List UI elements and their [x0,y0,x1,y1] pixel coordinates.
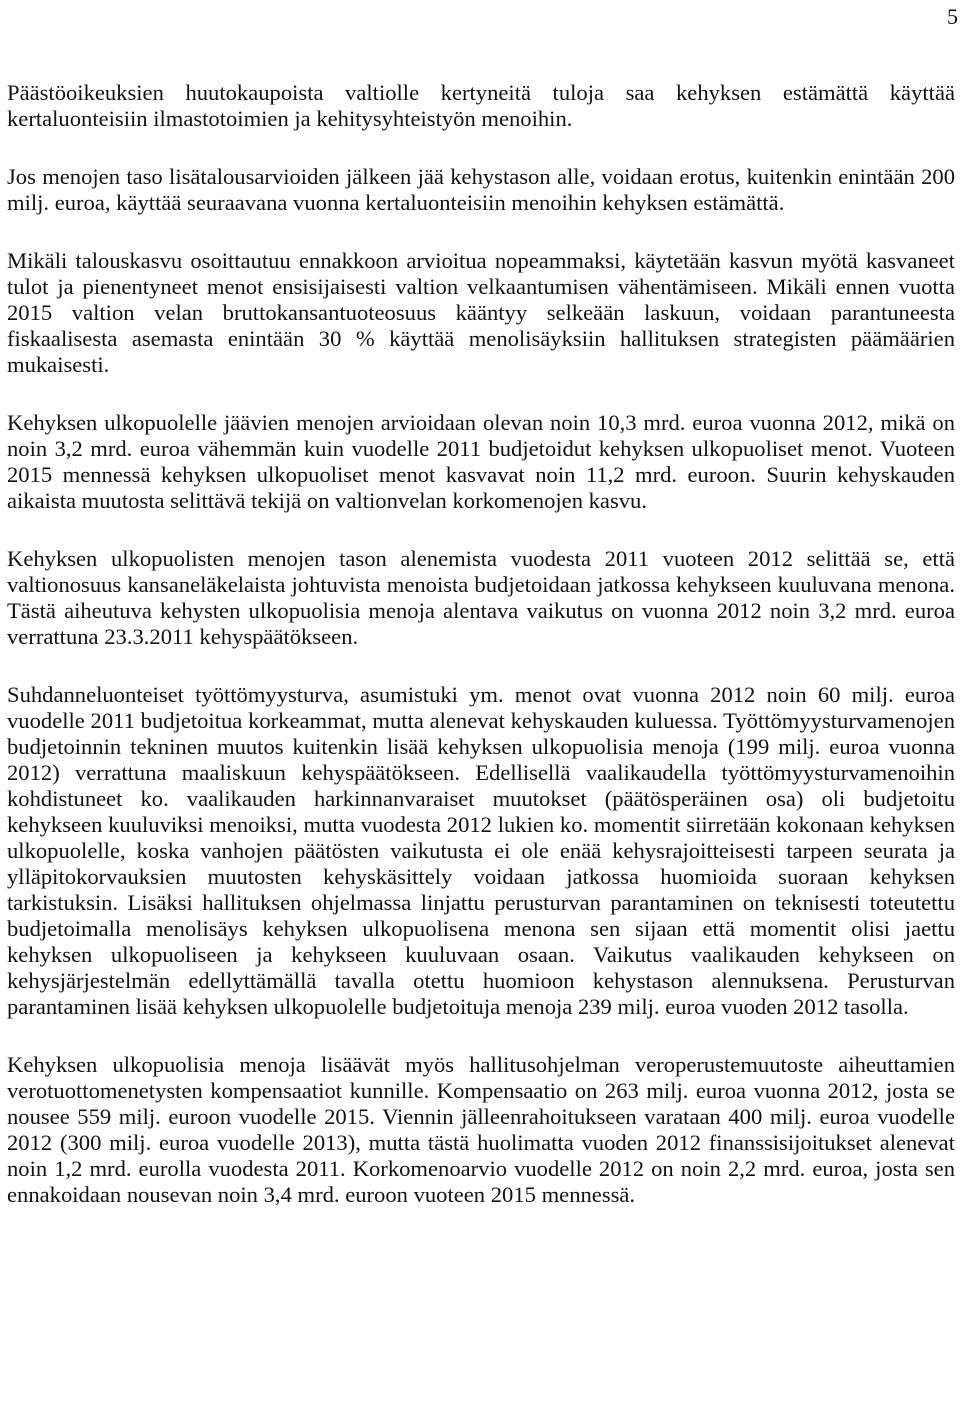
paragraph-tax-compensation: Kehyksen ulkopuolisia menoja lisäävät myös hallitusohjelman veroperustemuutoste aiheuttamien verotuottomenetysten kompensaatiot kunnille. Kompensaatio on 263 milj. euroa vuonna 2012, josta se nousee 559 milj. euroon vuodelle 2015. Viennin jälleenrahoitukseen varataan 400 milj. euroa vuodelle 2012 (300 milj. euroa vuodelle 2013), mutta tästä huolimatta vuoden 2012 finanssisijoitukset alenevat noin 1,2 mrd. eurolla vuodesta 2011. Korkomenoarvio vuodelle 2012 on noin 2,2 mrd. euroa, josta sen ennakoidaan nousevan noin 3,4 mrd. euroon vuoteen 2015 mennessä. [7,1052,955,1207]
paragraph-emission-auction-revenue: Päästöoikeuksien huutokaupoista valtiolle kertyneitä tuloja saa kehyksen estämättä käyttää kertaluonteisiin ilmastotoimien ja kehitysyhteistyön menoihin. [7,80,955,131]
paragraph-off-frame-spending: Kehyksen ulkopuolelle jäävien menojen arvioidaan olevan noin 10,3 mrd. euroa vuonna 2012, mikä on noin 3,2 mrd. euroa vähemmän kuin vuodelle 2011 budjetoidut kehyksen ulkopuoliset menot. Vuoteen 2015 mennessä kehyksen ulkopuoliset menot kasvavat noin 11,2 mrd. euroon. Suurin kehyskauden aikaista muutosta selittävä tekijä on valtionvelan korkomenojen kasvu. [7,410,955,513]
page-number: 5 [947,4,958,29]
document-body [7,80,955,1208]
paragraph-cyclical-expenditure: Suhdanneluonteiset työttömyysturva, asumistuki ym. menot ovat vuonna 2012 noin 60 milj. euroa vuodelle 2011 budjetoitua korkeammat, mutta alenevat kehyskauden kuluessa. Työttömyysturvamenojen budjetoinnin tekninen muutos kuitenkin lisää kehyksen ulkopuolisia menoja (199 milj. euroa vuonna 2012) verrattuna maaliskuun kehyspäätökseen. Edellisellä vaalikaudella työttömyysturvamenoihin kohdistuneet ko. vaalikauden harkinnanvaraiset muutokset (päätösperäinen osa) oli budjetoitu kehykseen kuuluviksi menoiksi, mutta vuodesta 2012 lukien ko. momentit siirretään kokonaan kehyksen ulkopuolelle, koska vanhojen päätösten vaikutusta ei ole enää kehysrajoitteisesti tarpeen seurata ja ylläpitokorvauksien muutosten kehyskäsittely voidaan jatkossa huomioida suoraan kehyksen tarkistuksin. Lisäksi hallituksen ohjelmassa linjattu perusturvan parantaminen on teknisesti toteutettu budjetoimalla menolisäys kehyksen ulkopuolisena menona sen sijaan että momentit olisi jaettu kehyksen ulkopuoliseen ja kehykseen kuuluvaan osaan. Vaikutus vaalikauden kehykseen on kehysjärjestelmän edellyttämällä tavalla otettu huomioon kehystason alennuksena. Perusturvan parantaminen lisää kehyksen ulkopuolelle budjetoituja menoja 239 milj. euroa vuoden 2012 tasolla. [7,682,955,1019]
paragraph-economic-growth: Mikäli talouskasvu osoittautuu ennakkoon arvioitua nopeammaksi, käytetään kasvun myötä kasvaneet tulot ja pienentyneet menot ensisijaisesti valtion velkaantumisen vähentämiseen. Mikäli ennen vuotta 2015 valtion velan bruttokansantuoteosuus kääntyy selkeään laskuun, voidaan parantuneesta fiskaalisesta asemasta enintään 30 % käyttää menolisäyksiin hallituksen strategisten päämäärien mukaisesti. [7,248,955,377]
paragraph-off-frame-decrease: Kehyksen ulkopuolisten menojen tason alenemista vuodesta 2011 vuoteen 2012 selittää se, että valtionosuus kansaneläkelaista johtuvista menoista budjetoidaan jatkossa kehykseen kuuluvana menona. Tästä aiheutuva kehysten ulkopuolisia menoja alentava vaikutus on vuonna 2012 noin 3,2 mrd. euroa verrattuna 23.3.2011 kehyspäätökseen. [7,546,955,649]
paragraph-spending-below-frame: Jos menojen taso lisätalousarvioiden jälkeen jää kehystason alle, voidaan erotus, kuitenkin enintään 200 milj. euroa, käyttää seuraavana vuonna kertaluonteisiin menoihin kehyksen estämättä. [7,164,955,215]
